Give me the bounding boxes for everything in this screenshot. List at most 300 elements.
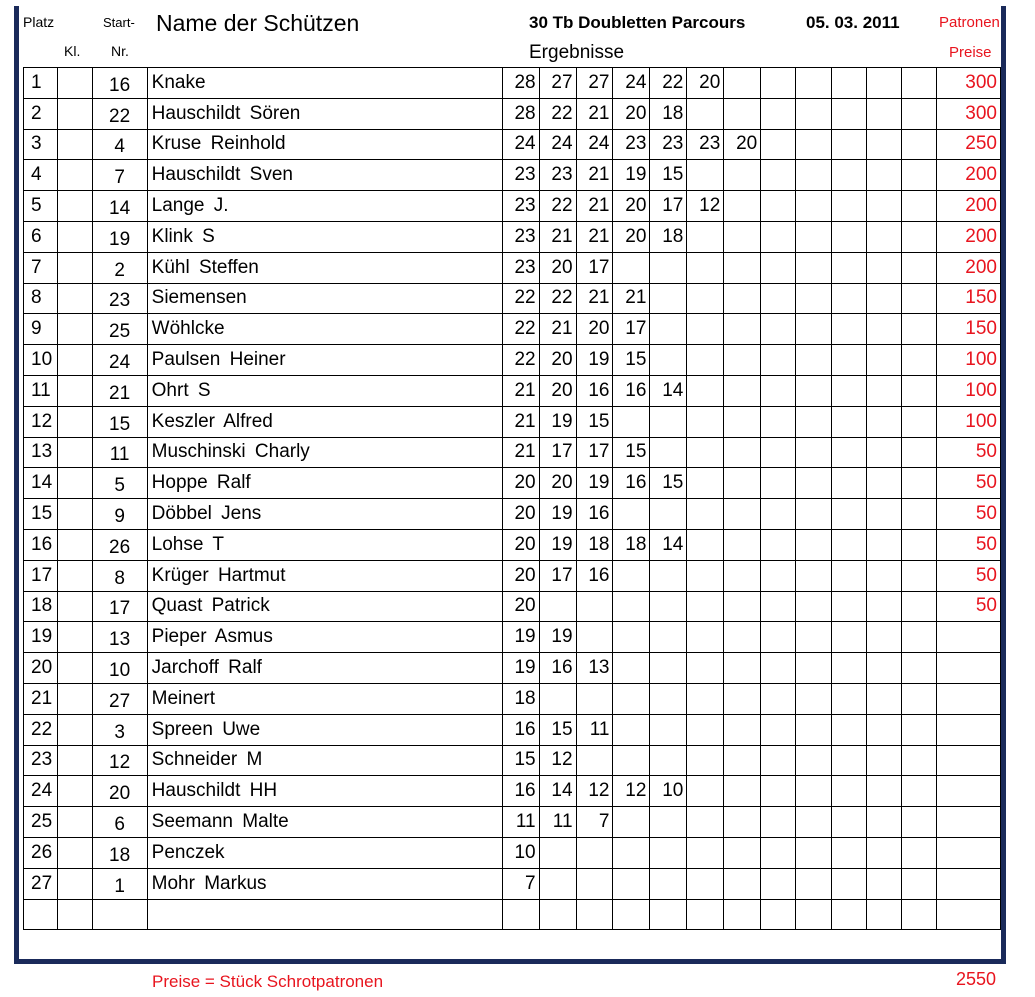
score-cell: 23 xyxy=(650,129,687,160)
score-cell: 27 xyxy=(576,68,613,99)
table-row xyxy=(24,499,1001,530)
prize-cell xyxy=(937,714,1001,745)
score-cell: 16 xyxy=(613,468,650,499)
score-cell: 12 xyxy=(539,745,576,776)
platz-cell: 3 xyxy=(24,129,58,160)
score-cell: 18 xyxy=(650,98,687,129)
score-cell xyxy=(902,899,937,930)
score-cell xyxy=(650,252,687,283)
shooter-name-cell: Hauschildt HH xyxy=(147,776,502,807)
score-cell xyxy=(724,98,761,129)
score-cell: 21 xyxy=(539,221,576,252)
score-cell: 21 xyxy=(539,314,576,345)
klasse-cell xyxy=(57,468,92,499)
start-number-cell: 26 xyxy=(92,529,147,560)
score-cell: 11 xyxy=(502,807,539,838)
score-cell xyxy=(831,714,866,745)
score-cell: 19 xyxy=(539,529,576,560)
prize-cell xyxy=(937,745,1001,776)
prize-cell xyxy=(937,653,1001,684)
table-row xyxy=(24,776,1001,807)
score-cell xyxy=(831,160,866,191)
start-number-cell: 5 xyxy=(92,468,147,499)
score-cell xyxy=(724,437,761,468)
score-cell xyxy=(866,345,901,376)
start-number-cell: 6 xyxy=(92,807,147,838)
score-cell: 12 xyxy=(576,776,613,807)
score-cell xyxy=(831,468,866,499)
score-cell xyxy=(902,252,937,283)
score-cell xyxy=(687,529,724,560)
start-number-cell: 19 xyxy=(92,221,147,252)
score-cell xyxy=(761,468,796,499)
score-cell: 22 xyxy=(539,98,576,129)
score-cell xyxy=(831,499,866,530)
score-cell xyxy=(687,745,724,776)
score-cell xyxy=(866,653,901,684)
score-cell xyxy=(724,776,761,807)
score-cell: 18 xyxy=(576,529,613,560)
platz-cell: 4 xyxy=(24,160,58,191)
footer-total: 2550 xyxy=(956,969,997,989)
score-cell xyxy=(687,591,724,622)
score-cell: 27 xyxy=(539,68,576,99)
score-cell: 19 xyxy=(539,406,576,437)
score-cell: 22 xyxy=(502,345,539,376)
score-cell xyxy=(796,129,831,160)
score-cell: 21 xyxy=(613,283,650,314)
table-row xyxy=(24,560,1001,591)
score-cell xyxy=(902,191,937,222)
score-cell xyxy=(576,591,613,622)
score-cell xyxy=(866,252,901,283)
score-cell xyxy=(796,191,831,222)
score-cell xyxy=(761,314,796,345)
score-cell xyxy=(796,591,831,622)
klasse-cell xyxy=(57,160,92,191)
score-cell: 19 xyxy=(539,499,576,530)
score-cell xyxy=(902,406,937,437)
shooter-name-cell: Keszler Alfred xyxy=(147,406,502,437)
prize-cell: 100 xyxy=(937,375,1001,406)
klasse-cell xyxy=(57,868,92,899)
score-cell xyxy=(687,437,724,468)
table-row xyxy=(24,714,1001,745)
table-row xyxy=(24,622,1001,653)
score-cell xyxy=(796,837,831,868)
score-cell xyxy=(761,868,796,899)
prize-cell: 100 xyxy=(937,345,1001,376)
start-number-cell: 22 xyxy=(92,98,147,129)
score-cell xyxy=(613,899,650,930)
score-cell: 15 xyxy=(576,406,613,437)
prize-cell: 300 xyxy=(937,68,1001,99)
score-cell xyxy=(687,899,724,930)
score-cell xyxy=(831,98,866,129)
score-cell: 21 xyxy=(502,375,539,406)
score-cell xyxy=(796,529,831,560)
score-cell xyxy=(831,437,866,468)
score-cell: 18 xyxy=(650,221,687,252)
score-cell: 16 xyxy=(576,375,613,406)
score-cell xyxy=(796,345,831,376)
klasse-cell xyxy=(57,345,92,376)
score-cell: 15 xyxy=(502,745,539,776)
start-number-cell: 23 xyxy=(92,283,147,314)
score-cell xyxy=(613,499,650,530)
score-cell: 19 xyxy=(502,622,539,653)
score-cell xyxy=(724,714,761,745)
footer-note: Preise = Stück Schrotpatronen xyxy=(152,972,384,991)
score-cell xyxy=(724,68,761,99)
shooter-name-cell: Quast Patrick xyxy=(147,591,502,622)
header-patronen: Patronen xyxy=(939,14,1000,31)
table-row xyxy=(24,745,1001,776)
score-cell xyxy=(902,160,937,191)
score-cell: 14 xyxy=(650,529,687,560)
klasse-cell xyxy=(57,714,92,745)
score-cell: 23 xyxy=(687,129,724,160)
start-number-cell: 13 xyxy=(92,622,147,653)
score-cell xyxy=(576,622,613,653)
score-cell: 24 xyxy=(539,129,576,160)
score-cell: 10 xyxy=(502,837,539,868)
start-number-cell: 11 xyxy=(92,437,147,468)
shooter-name-cell xyxy=(147,899,502,930)
score-cell xyxy=(576,745,613,776)
platz-cell: 21 xyxy=(24,683,58,714)
score-cell xyxy=(650,406,687,437)
table-row xyxy=(24,653,1001,684)
score-cell xyxy=(866,406,901,437)
score-cell xyxy=(761,375,796,406)
start-number-cell: 16 xyxy=(92,68,147,99)
prize-cell: 200 xyxy=(937,191,1001,222)
start-number-cell: 17 xyxy=(92,591,147,622)
score-cell xyxy=(866,375,901,406)
score-cell xyxy=(724,745,761,776)
score-cell xyxy=(831,837,866,868)
score-cell xyxy=(687,468,724,499)
shooter-name-cell: Klink S xyxy=(147,221,502,252)
start-number-cell: 15 xyxy=(92,406,147,437)
score-cell: 16 xyxy=(576,560,613,591)
score-cell xyxy=(650,683,687,714)
klasse-cell xyxy=(57,622,92,653)
shooter-name-cell: Penczek xyxy=(147,837,502,868)
platz-cell: 22 xyxy=(24,714,58,745)
score-cell xyxy=(796,807,831,838)
score-cell: 23 xyxy=(502,160,539,191)
score-cell xyxy=(687,868,724,899)
score-cell xyxy=(724,899,761,930)
prize-cell: 50 xyxy=(937,591,1001,622)
score-cell xyxy=(796,468,831,499)
score-cell: 21 xyxy=(576,191,613,222)
header-date: 05. 03. 2011 xyxy=(806,13,900,32)
score-cell xyxy=(539,868,576,899)
score-cell xyxy=(831,560,866,591)
platz-cell: 9 xyxy=(24,314,58,345)
prize-cell: 150 xyxy=(937,314,1001,345)
score-cell xyxy=(761,837,796,868)
score-cell xyxy=(687,622,724,653)
score-cell xyxy=(866,745,901,776)
score-cell xyxy=(539,837,576,868)
score-cell xyxy=(831,191,866,222)
table-row xyxy=(24,683,1001,714)
score-cell xyxy=(724,160,761,191)
header-ergebnisse: Ergebnisse xyxy=(529,42,625,63)
shooter-name-cell: Krüger Hartmut xyxy=(147,560,502,591)
start-number-cell: 24 xyxy=(92,345,147,376)
table-row xyxy=(24,468,1001,499)
table-row xyxy=(24,899,1001,930)
score-cell xyxy=(650,314,687,345)
score-cell xyxy=(866,191,901,222)
start-number-cell: 20 xyxy=(92,776,147,807)
score-cell xyxy=(831,683,866,714)
klasse-cell xyxy=(57,221,92,252)
score-cell xyxy=(831,406,866,437)
score-cell: 20 xyxy=(613,191,650,222)
score-cell xyxy=(761,499,796,530)
header-start: Start- xyxy=(103,15,135,30)
score-cell xyxy=(902,622,937,653)
klasse-cell xyxy=(57,437,92,468)
score-cell xyxy=(613,837,650,868)
platz-cell: 6 xyxy=(24,221,58,252)
score-cell: 21 xyxy=(576,283,613,314)
platz-cell: 7 xyxy=(24,252,58,283)
score-cell xyxy=(650,714,687,745)
prize-cell xyxy=(937,807,1001,838)
score-cell: 20 xyxy=(539,375,576,406)
score-cell xyxy=(866,683,901,714)
score-cell: 28 xyxy=(502,68,539,99)
score-cell: 20 xyxy=(576,314,613,345)
table-row xyxy=(24,129,1001,160)
score-cell xyxy=(831,221,866,252)
prize-cell: 200 xyxy=(937,221,1001,252)
score-cell xyxy=(650,283,687,314)
prize-cell: 200 xyxy=(937,160,1001,191)
score-cell: 17 xyxy=(539,560,576,591)
prize-cell: 50 xyxy=(937,499,1001,530)
score-cell: 23 xyxy=(613,129,650,160)
score-cell xyxy=(796,714,831,745)
score-cell xyxy=(831,314,866,345)
platz-cell: 25 xyxy=(24,807,58,838)
shooter-name-cell: Paulsen Heiner xyxy=(147,345,502,376)
score-cell xyxy=(796,653,831,684)
score-cell xyxy=(796,776,831,807)
score-cell: 20 xyxy=(502,591,539,622)
platz-cell: 23 xyxy=(24,745,58,776)
score-cell xyxy=(902,745,937,776)
shooter-name-cell: Kühl Steffen xyxy=(147,252,502,283)
score-cell xyxy=(831,345,866,376)
score-cell xyxy=(761,529,796,560)
score-cell: 15 xyxy=(539,714,576,745)
score-cell xyxy=(650,837,687,868)
score-cell: 13 xyxy=(576,653,613,684)
score-cell xyxy=(796,622,831,653)
shooter-name-cell: Ohrt S xyxy=(147,375,502,406)
klasse-cell xyxy=(57,98,92,129)
klasse-cell xyxy=(57,807,92,838)
score-cell xyxy=(866,560,901,591)
klasse-cell xyxy=(57,129,92,160)
score-cell: 22 xyxy=(502,314,539,345)
score-cell xyxy=(650,745,687,776)
score-cell xyxy=(902,129,937,160)
score-cell xyxy=(796,868,831,899)
score-cell xyxy=(761,160,796,191)
shooter-name-cell: Hauschildt Sven xyxy=(147,160,502,191)
klasse-cell xyxy=(57,529,92,560)
table-row xyxy=(24,437,1001,468)
score-cell xyxy=(576,837,613,868)
score-cell xyxy=(761,622,796,653)
score-cell xyxy=(761,776,796,807)
score-cell xyxy=(687,560,724,591)
score-cell xyxy=(831,899,866,930)
start-number-cell: 4 xyxy=(92,129,147,160)
score-cell xyxy=(831,807,866,838)
prize-cell xyxy=(937,683,1001,714)
score-cell: 20 xyxy=(502,468,539,499)
score-cell: 21 xyxy=(502,437,539,468)
prize-cell: 300 xyxy=(937,98,1001,129)
score-cell: 15 xyxy=(650,160,687,191)
score-cell xyxy=(687,283,724,314)
score-cell xyxy=(724,622,761,653)
platz-cell: 10 xyxy=(24,345,58,376)
score-cell xyxy=(613,807,650,838)
score-cell xyxy=(724,529,761,560)
score-cell xyxy=(650,591,687,622)
score-cell: 20 xyxy=(539,468,576,499)
platz-cell: 8 xyxy=(24,283,58,314)
shooter-name-cell: Lange J. xyxy=(147,191,502,222)
header-nr: Nr. xyxy=(111,43,129,59)
prize-cell: 150 xyxy=(937,283,1001,314)
start-number-cell xyxy=(92,899,147,930)
score-cell xyxy=(902,776,937,807)
table-row xyxy=(24,252,1001,283)
table-row xyxy=(24,68,1001,99)
shooter-name-cell: Hauschildt Sören xyxy=(147,98,502,129)
score-cell xyxy=(902,653,937,684)
score-cell: 17 xyxy=(576,252,613,283)
shooter-name-cell: Hoppe Ralf xyxy=(147,468,502,499)
score-cell xyxy=(796,98,831,129)
score-cell xyxy=(539,683,576,714)
score-cell xyxy=(796,68,831,99)
score-cell xyxy=(687,406,724,437)
score-cell: 28 xyxy=(502,98,539,129)
platz-cell: 24 xyxy=(24,776,58,807)
klasse-cell xyxy=(57,68,92,99)
score-cell xyxy=(902,591,937,622)
score-cell xyxy=(831,68,866,99)
score-cell xyxy=(902,221,937,252)
score-cell xyxy=(539,899,576,930)
score-cell xyxy=(866,221,901,252)
shooter-name-cell: Muschinski Charly xyxy=(147,437,502,468)
score-cell: 16 xyxy=(502,776,539,807)
klasse-cell xyxy=(57,591,92,622)
score-cell xyxy=(902,683,937,714)
score-cell: 20 xyxy=(539,252,576,283)
score-cell xyxy=(866,283,901,314)
score-cell xyxy=(796,252,831,283)
start-number-cell: 9 xyxy=(92,499,147,530)
platz-cell: 19 xyxy=(24,622,58,653)
score-cell: 12 xyxy=(613,776,650,807)
start-number-cell: 18 xyxy=(92,837,147,868)
score-cell xyxy=(724,591,761,622)
score-cell xyxy=(539,591,576,622)
score-cell xyxy=(866,837,901,868)
score-cell xyxy=(866,899,901,930)
score-cell xyxy=(902,807,937,838)
score-cell: 14 xyxy=(539,776,576,807)
score-cell xyxy=(761,283,796,314)
score-cell xyxy=(724,560,761,591)
table-row xyxy=(24,191,1001,222)
score-cell xyxy=(576,868,613,899)
score-cell: 20 xyxy=(687,68,724,99)
klasse-cell xyxy=(57,837,92,868)
score-cell: 23 xyxy=(502,191,539,222)
score-cell xyxy=(650,899,687,930)
score-cell xyxy=(687,837,724,868)
score-cell xyxy=(613,714,650,745)
score-cell xyxy=(724,221,761,252)
start-number-cell: 7 xyxy=(92,160,147,191)
score-cell xyxy=(866,68,901,99)
platz-cell: 13 xyxy=(24,437,58,468)
score-cell: 10 xyxy=(650,776,687,807)
score-cell xyxy=(866,622,901,653)
score-cell: 19 xyxy=(576,345,613,376)
score-cell: 7 xyxy=(502,868,539,899)
score-cell xyxy=(902,837,937,868)
table-row xyxy=(24,807,1001,838)
klasse-cell xyxy=(57,499,92,530)
prize-cell: 50 xyxy=(937,468,1001,499)
score-cell xyxy=(613,591,650,622)
prize-cell xyxy=(937,837,1001,868)
score-cell xyxy=(724,406,761,437)
score-cell xyxy=(724,345,761,376)
score-cell xyxy=(866,437,901,468)
klasse-cell xyxy=(57,776,92,807)
score-cell xyxy=(761,683,796,714)
header-preise: Preise xyxy=(949,44,992,61)
score-cell xyxy=(866,98,901,129)
score-cell: 16 xyxy=(613,375,650,406)
score-cell xyxy=(613,622,650,653)
score-cell xyxy=(761,653,796,684)
score-cell xyxy=(831,529,866,560)
score-cell xyxy=(687,499,724,530)
shooter-name-cell: Wöhlcke xyxy=(147,314,502,345)
score-cell xyxy=(902,529,937,560)
shooter-name-cell: Lohse T xyxy=(147,529,502,560)
